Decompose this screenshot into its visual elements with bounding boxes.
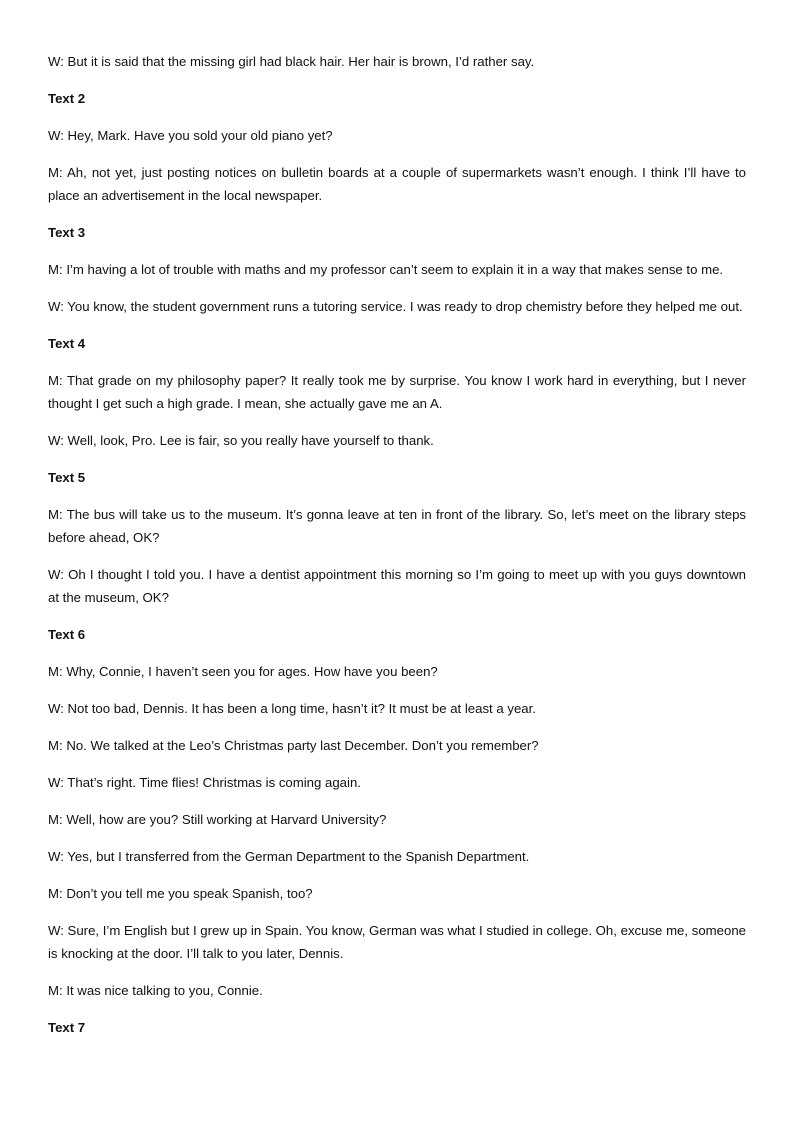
dialogue-line: M: The bus will take us to the museum. It’s gonna leave at ten in front of the library. So, let’s meet on the library steps before ahead, OK? — [48, 507, 746, 545]
section-heading: Text 7 — [48, 1020, 86, 1035]
section-heading: Text 2 — [48, 91, 86, 106]
dialogue-line: W: Oh I thought I told you. I have a dentist appointment this morning so I’m going to meet up with you guys downtown at the museum, OK? — [48, 567, 746, 605]
dialogue-line: M: I’m having a lot of trouble with maths and my professor can’t seem to explain it in a way that makes sense to me. — [48, 262, 724, 277]
dialogue-line: W: You know, the student government runs a tutoring service. I was ready to drop chemistry before they helped me out. — [48, 299, 743, 314]
dialogue-line: M: That grade on my philosophy paper? It really took me by surprise. You know I work hard in everything, but I never thought I get such a high grade. I mean, she actually gave me an A. — [48, 373, 746, 411]
dialogue-line: W: That’s right. Time flies! Christmas is coming again. — [48, 775, 361, 790]
dialogue-line: M: Ah, not yet, just posting notices on bulletin boards at a couple of supermarkets wasn’t enough. I think I’ll have to place an advertisement in the local newspaper. — [48, 165, 746, 203]
dialogue-line: M: It was nice talking to you, Connie. — [48, 983, 263, 998]
dialogue-line: M: Well, how are you? Still working at Harvard University? — [48, 812, 387, 827]
section-heading: Text 3 — [48, 225, 86, 240]
section-heading: Text 6 — [48, 627, 86, 642]
dialogue-line: M: Don’t you tell me you speak Spanish, too? — [48, 886, 313, 901]
dialogue-line: W: Sure, I’m English but I grew up in Spain. You know, German was what I studied in college. Oh, excuse me, someone is knocking at the door. I’ll talk to you later, Dennis. — [48, 923, 746, 961]
section-heading: Text 5 — [48, 470, 86, 485]
dialogue-line: W: But it is said that the missing girl had black hair. Her hair is brown, I’d rather say. — [48, 54, 535, 69]
section-heading: Text 4 — [48, 336, 86, 351]
dialogue-line: W: Yes, but I transferred from the German Department to the Spanish Department. — [48, 849, 530, 864]
dialogue-line: W: Hey, Mark. Have you sold your old piano yet? — [48, 128, 333, 143]
dialogue-line: M: Why, Connie, I haven’t seen you for ages. How have you been? — [48, 664, 438, 679]
dialogue-line: W: Not too bad, Dennis. It has been a long time, hasn’t it? It must be at least a year. — [48, 701, 536, 716]
dialogue-line: W: Well, look, Pro. Lee is fair, so you really have yourself to thank. — [48, 433, 434, 448]
document-page — [48, 50, 746, 1053]
dialogue-line: M: No. We talked at the Leo’s Christmas party last December. Don’t you remember? — [48, 738, 539, 753]
